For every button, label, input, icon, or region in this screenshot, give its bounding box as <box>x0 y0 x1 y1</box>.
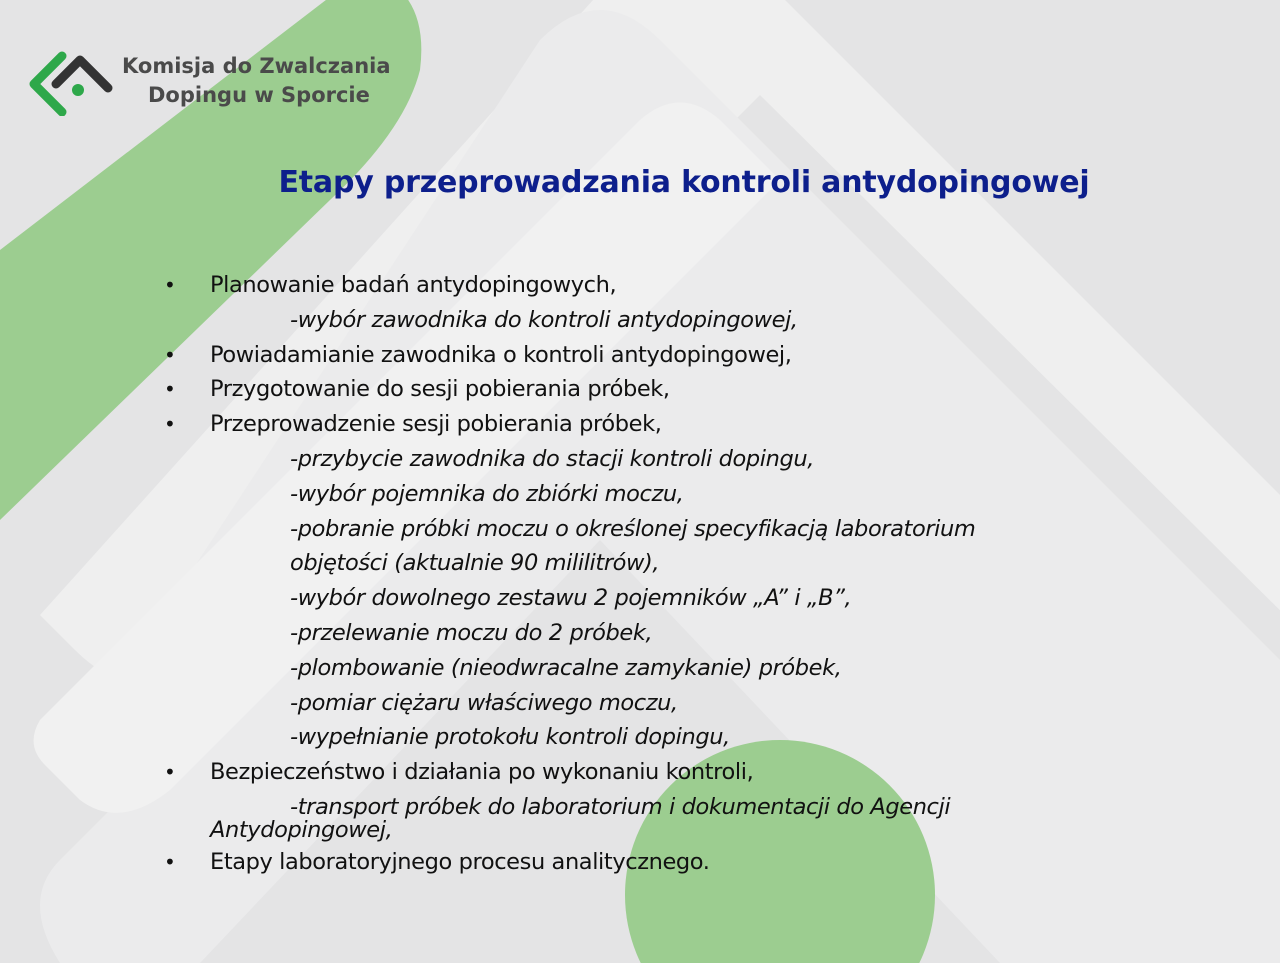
sub-item: -przelewanie moczu do 2 próbek, <box>290 619 653 646</box>
sub-item: objętości (aktualnie 90 mililitrów), <box>290 550 660 577</box>
sub-item: -wybór zawodnika do kontroli antydopingowej, <box>290 306 798 333</box>
sub-item: -plombowanie (nieodwracalne zamykanie) próbek, <box>290 654 842 681</box>
content-list <box>160 268 1140 880</box>
sub-item: -przybycie zawodnika do stacji kontroli dopingu, <box>290 445 814 472</box>
logo-line-2: Dopingu w Sporcie <box>148 83 370 107</box>
sub-item: -wybór dowolnego zestawu 2 pojemników „A” i „B”, <box>290 585 852 612</box>
sub-item: Antydopingowej, <box>210 816 393 843</box>
sub-item: -transport próbek do laboratorium i dokumentacji do Agencji <box>290 793 951 820</box>
logo-text <box>122 52 391 110</box>
sub-item: -pobranie próbki moczu o określonej specyfikacją laboratorium <box>290 515 976 542</box>
bullet-item: • Etapy laboratoryjnego procesu analitycznego. <box>160 845 1140 880</box>
sub-item: -wybór pojemnika do zbiórki moczu, <box>290 480 684 507</box>
bullet-item: • Powiadamianie zawodnika o kontroli antydopingowej, <box>160 338 1140 373</box>
logo-line-1: Komisja do Zwalczania <box>122 54 391 78</box>
bullet-item: • Przygotowanie do sesji pobierania próbek, <box>160 372 1140 407</box>
bullet-item: • Przeprowadzenie sesji pobierania próbek, <box>160 407 1140 442</box>
bullet-item: • Bezpieczeństwo i działania po wykonaniu kontroli, <box>160 755 1140 790</box>
kzdws-logo-icon <box>28 50 118 116</box>
sub-item: -wypełnianie protokołu kontroli dopingu, <box>290 724 730 751</box>
bullet-item: • Planowanie badań antydopingowych, <box>160 268 1140 303</box>
slide-title: Etapy przeprowadzania kontroli antydopingowej <box>278 165 1090 200</box>
sub-item: -pomiar ciężaru właściwego moczu, <box>290 689 678 716</box>
logo <box>28 48 428 118</box>
